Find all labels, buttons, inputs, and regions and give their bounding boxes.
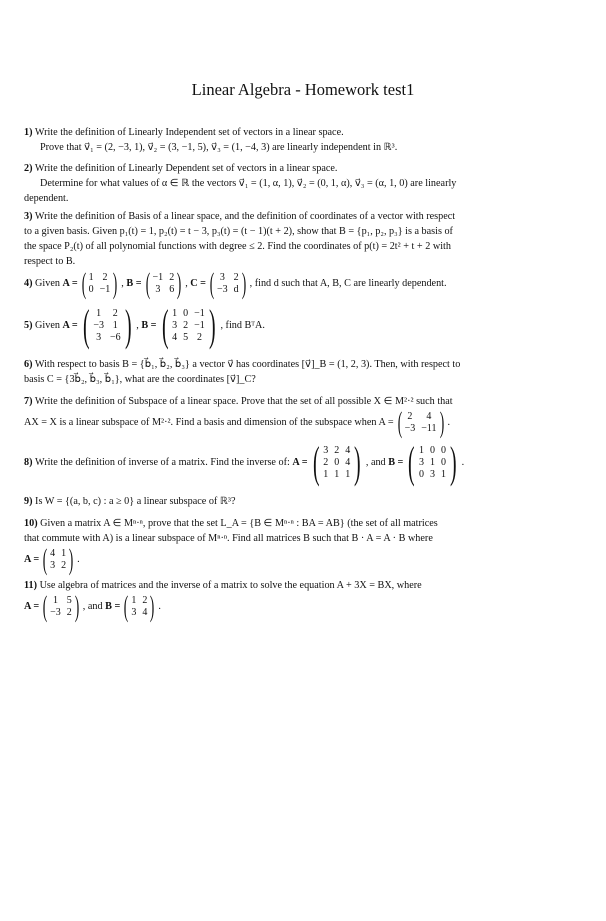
matrix-entry: 3 [96,331,102,343]
question-text: the space P₂(t) of all polynomial functions with degree ≤ 2. Find the coordinates of p(t) = 2t² + t + 2 with [24,241,451,252]
matrix-entry: 3 [172,319,178,331]
matrix-entry: 2 [102,271,108,283]
matrix-entry: 2 [61,559,67,571]
matrix-b-label: B = [105,601,121,612]
question-text: Given a matrix A ∈ Mⁿ·ⁿ, prove that the set L_A = {B ∈ Mⁿ·ⁿ : BA = AB} (the set of all matrices [40,518,438,529]
matrix-entry: 5 [183,331,189,343]
matrix-entry: 4 [345,456,351,468]
matrix-entry: 4 [172,331,178,343]
matrix-entry: 1 [419,444,425,456]
matrix-entry: 4 [50,547,56,559]
given-label: Given [35,320,60,332]
matrix-entry: −3 [404,422,416,434]
question-text: that commute with A) is a linear subspace of Mⁿ·ⁿ. Find all matrices B such that B · A = A · B where [24,533,433,544]
question-5: 5) Given A = ( 1 2 −3 1 3 −6 ) , B = ( 1 0 −1 3 2 −1 4 5 2 ) , find BᵀA. [24,301,265,350]
matrix-entry: 0 [419,468,425,480]
question-number: 1) [24,127,33,138]
matrix-entry: 2 [323,456,329,468]
question-number: 9) [24,496,33,507]
matrix-entry: 2 [183,319,189,331]
matrix-entry: 1 [172,307,178,319]
matrix-entry: 2 [196,331,202,343]
matrix-entry: 3 [131,606,137,618]
matrix-entry: 2 [169,271,175,283]
matrix-c-label: C = [190,278,206,289]
question-number: 4) [24,278,33,289]
matrix-entry: −3 [50,606,61,618]
matrix-entry: −1 [99,283,111,295]
matrix-entry: 1 [323,468,329,480]
matrix-entry: 6 [169,283,175,295]
question-text: find d such that A, B, C are linearly dependent. [254,278,447,289]
matrix-entry: 3 [219,271,225,283]
question-7: 7) Write the definition of Subspace of a linear space. Prove that the set of all possible X ∈ M²·² such that AX = X is a linear subspace of M²·². Find a basis and dimension of the subspace when A = ( 2 4 −3 −11 ) . [24,396,453,439]
matrix-a-label: A = [292,457,308,469]
matrix-entry: 1 [61,547,67,559]
matrix-entry: −1 [194,319,205,331]
matrix-entry: 2 [233,271,239,283]
matrix-b: ( 1 2 3 4 ) [124,590,155,623]
question-text: Is W = {(a, b, c) : a ≥ 0} a linear subspace of ℝ³? [35,496,236,507]
question-text: basis C = {3b⃗₂, b⃗₃, b⃗₁}, what are the coordinates [v⃗]_C? [24,374,256,385]
matrix-a: ( 1 2 0 −1 ) [81,267,118,300]
question-text: respect to B. [24,256,76,267]
matrix-entry: 5 [66,594,72,606]
question-11: 11) Use algebra of matrices and the inverse of a matrix to solve the equation A + 3X = BX, where A = ( 1 5 −3 2 ) , and B = ( 1 2 3 4 ) . [24,580,422,623]
matrix-entry: 3 [323,444,329,456]
question-text: Write the definition of Linearly Dependent set of vectors in a linear space. [34,163,338,174]
matrix-entry: 2 [112,307,118,319]
question-6 [24,357,575,387]
matrix-entry: 2 [142,594,148,606]
matrix-entry: 0 [441,444,447,456]
question-number: 5) [24,320,33,332]
question-text: Write the definition of Linearly Independent set of vectors in a linear space. [34,127,344,138]
matrix-entry: 4 [426,410,432,422]
question-number: 8) [24,457,33,469]
matrix-entry: 1 [430,456,436,468]
and-label: and [370,457,386,469]
question-text: With respect to basis B = {b⃗₁, b⃗₂, b⃗₃} a vector v⃗ has coordinates [v⃗]_B = (1, 2, 3). Then, with respect to [34,359,461,370]
matrix-entry: −11 [421,422,437,434]
matrix-a: ( 3 2 4 2 0 4 1 1 1 ) [312,438,361,487]
question-number: 10) [24,518,38,529]
matrix-entry: −1 [194,307,205,319]
matrix-entry: 1 [334,468,340,480]
matrix-entry: 1 [52,594,58,606]
question-number: 2) [24,163,33,174]
question-9 [24,494,575,509]
matrix-entry: 0 [183,307,189,319]
question-number: 7) [24,396,33,407]
matrix-a-label: A = [62,278,78,289]
matrix-entry: 1 [88,271,94,283]
matrix-c: ( 3 2 −3 d ) [209,267,246,300]
matrix-entry: −3 [93,319,104,331]
matrix-b-label: B = [141,320,157,332]
matrix-entry: 0 [88,283,94,295]
matrix-a: ( 1 5 −3 2 ) [42,590,80,623]
matrix-a-label: A = [62,320,78,332]
matrix-entry: 1 [96,307,102,319]
matrix-b-label: B = [388,457,404,469]
matrix-entry: 0 [430,444,436,456]
matrix-entry: 1 [441,468,447,480]
matrix-entry: 2 [407,410,413,422]
question-number: 11) [24,580,38,591]
question-text: Write the definition of Subspace of a linear space. Prove that the set of all possible X ∈ M²·² such that [34,396,453,407]
question-text: find BᵀA. [225,320,265,332]
matrix-entry: 3 [155,283,161,295]
matrix-entry: −3 [217,283,228,295]
matrix-entry: 4 [142,606,148,618]
matrix-a-label: A = [24,601,40,612]
question-text: to a given basis. Given p₁(t) = 1, p₂(t) = t − 3, p₃(t) = (t − 1)(t + 2), show that B = {p₁, p₂, p₃} is a basis of [24,226,453,237]
given-label: Given [35,278,60,289]
matrix-entry: 0 [441,456,447,468]
matrix-a: ( 4 1 3 2 ) [42,543,74,576]
matrix-b: ( −1 2 3 6 ) [145,267,182,300]
matrix-entry: −6 [109,331,121,343]
matrix-b: ( 1 0 0 3 1 0 0 3 1 ) [408,438,457,487]
question-text: Write the definition of inverse of a matrix. Find the inverse of: [35,457,290,469]
matrix-entry: 1 [345,468,351,480]
matrix-a: ( 2 4 −3 −11 ) [397,406,444,439]
and-label: and [87,601,103,612]
matrix-entry: 2 [66,606,72,618]
matrix-entry: 4 [345,444,351,456]
question-text: Use algebra of matrices and the inverse of a matrix to solve the equation A + 3X = BX, where [39,580,422,591]
question-3 [24,209,575,269]
question-1 [24,125,575,155]
matrix-entry: 1 [131,594,137,606]
question-4: 4) Given A = ( 1 2 0 −1 ) , B = ( −1 2 3 6 ) , C = ( 3 2 −3 d ) , find d such that A, B, C are linearly dependent. [24,267,447,300]
matrix-a-label: A = [24,554,40,565]
matrix-entry: 1 [112,319,118,331]
question-text: dependent. [24,193,69,204]
question-text: Write the definition of Basis of a linear space, and the definition of coordinates of a vector with respect [34,211,456,222]
matrix-entry: 2 [334,444,340,456]
question-10: 10) Given a matrix A ∈ Mⁿ·ⁿ, prove that the set L_A = {B ∈ Mⁿ·ⁿ : BA = AB} (the set of all matrices that commute with A) is a linear subspace of Mⁿ·ⁿ. Find all matrices B such that B · A = A · B where A = ( 4 1 3 2 ) . [24,516,575,573]
question-number: 6) [24,359,33,370]
matrix-entry: 3 [430,468,436,480]
matrix-b-label: B = [126,278,142,289]
question-text: Prove that v⃗₁ = (2, −3, 1), v⃗₂ = (3, −1, 5), v⃗₃ = (1, −4, 3) are linearly independent in ℝ³. [40,142,398,153]
question-text: Determine for what values of α ∈ ℝ the vectors v⃗₁ = (1, α, 1), v⃗₂ = (0, 1, α), v⃗₃ = (α, 1, 0) are linearly [40,178,457,189]
question-text: AX = X is a linear subspace of M²·². Find a basis and dimension of the subspace when A = [24,417,394,428]
question-number: 3) [24,211,33,222]
question-8: 8) Write the definition of inverse of a matrix. Find the inverse of: A = ( 3 2 4 2 0 4 1 1 1 ) , and B = ( 1 0 0 3 1 0 0 3 1 ) . [24,438,465,487]
page-title: Linear Algebra - Homework test1 [191,80,415,99]
matrix-b: ( 1 0 −1 3 2 −1 4 5 2 ) [161,301,216,350]
matrix-entry: −1 [152,271,164,283]
matrix-a: ( 1 2 −3 1 3 −6 ) [82,301,132,350]
matrix-entry: 3 [419,456,425,468]
question-2 [24,161,575,206]
matrix-entry: 3 [50,559,56,571]
matrix-entry: d [233,283,239,295]
matrix-entry: 0 [334,456,340,468]
